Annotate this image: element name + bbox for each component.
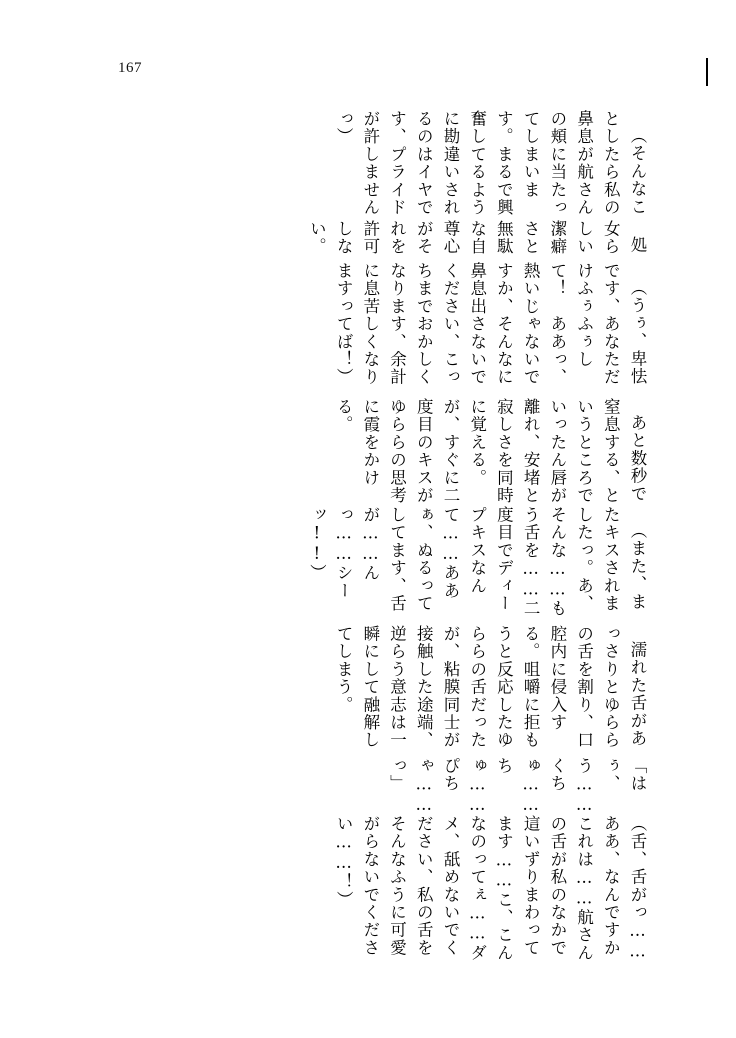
printers-mark-icon <box>706 58 708 86</box>
paragraph: （また、またキスされましたっ。あ、そんな……もう舌を……二度目でディープキスなんて……ああぁ、ぬるってしてます、舌が……んっ……シーッ!!） <box>307 505 647 618</box>
vertical-text-body <box>90 110 650 970</box>
paragraph: （そんなことしたら私の鼻息が航さんの頬に当たってしまいます。まるで興奮してるように勘違いされるのはイヤです、プライドが許しませんっ） <box>334 110 647 217</box>
paragraph: （舌、舌がっ……ああ、なんですかこれは……航さんの舌が私のなかで這いずりまわってます……こ、こんなのってぇ……ダメ、舐めないでください、私の舌をそんなふうに可愛がらないでください……！） <box>334 815 647 963</box>
paragraph: 濡れた舌があっさりとゆららの舌を割り、口腔内に侵入する。咀嚼に拒もうと反応したゆららの舌だったが、粘膜同士が接触した途端、逆らう意志は一瞬にして融解してしまう。 <box>334 624 647 749</box>
page-number: 167 <box>118 60 142 76</box>
paragraph: 「はぅ、う……くちゅ……ちゅ……ぴちゃ……っ」 <box>387 757 647 816</box>
paragraph: 処女らしい潔癖さと無駄な自尊心がそれを許可しない。 <box>307 219 647 256</box>
paragraph: あと数秒で窒息する、というところでいったん唇が離れ、安堵と寂しさを同時に覚える。が、すぐに二度目のキスがゆららの思考に霞をかける。 <box>334 397 647 505</box>
paragraph: （うぅ、卑怯です、あなただけふぅふぅして！ ああっ、熱いじゃないですか、そんなに鼻息出さないでください、こっちまでおかしくなります、余計に息苦しくなりますってば！） <box>334 262 647 386</box>
